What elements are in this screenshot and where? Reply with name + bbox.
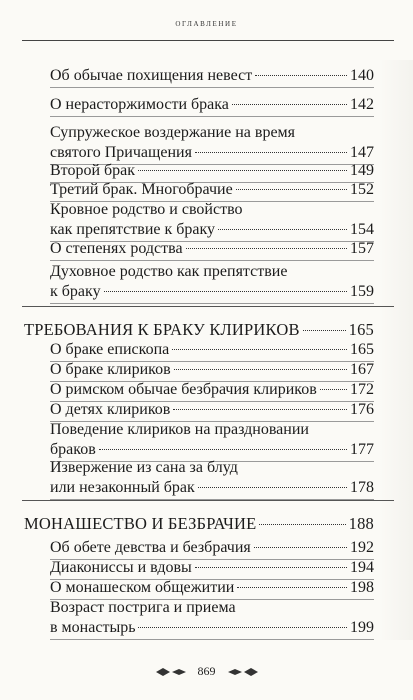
toc-entry-line — [50, 558, 374, 578]
page-number: 869 — [197, 664, 216, 678]
toc-entry — [50, 420, 374, 460]
toc-entry-line — [50, 380, 374, 400]
running-head: оглавление — [175, 18, 238, 29]
toc-entry-line — [24, 514, 374, 534]
dot-leader — [195, 152, 347, 153]
toc-entry-line — [50, 239, 374, 259]
toc-entry-line — [50, 180, 374, 200]
dot-leader — [104, 291, 347, 292]
dot-leader — [138, 627, 347, 628]
toc-entry-title: Третий брак. Многобрачие — [50, 181, 233, 198]
toc-entry — [50, 380, 374, 400]
toc-entry — [50, 340, 374, 360]
dot-leader — [186, 248, 347, 249]
toc-entry-title: браков — [50, 441, 96, 458]
toc-entry — [50, 95, 374, 115]
dot-leader — [259, 524, 345, 525]
toc-page-number: 154 — [350, 221, 374, 238]
entry-underline — [50, 303, 374, 304]
toc-entry-line — [50, 598, 374, 618]
dot-leader — [236, 189, 347, 190]
toc-page-number: 176 — [350, 401, 374, 418]
toc-page-number: 147 — [350, 144, 374, 161]
entry-underline — [50, 260, 374, 261]
toc-page-number: 149 — [350, 162, 374, 179]
toc-page-number: 165 — [348, 320, 374, 339]
toc-entry-title: О браке клириков — [50, 361, 171, 378]
toc-entry-title: в монастырь — [50, 619, 136, 636]
section-divider — [22, 500, 394, 501]
dot-leader — [172, 349, 347, 350]
toc-entry-line — [50, 95, 374, 115]
toc-entry-title: ТРЕБОВАНИЯ К БРАКУ КЛИРИКОВ — [24, 320, 300, 339]
toc-entry — [50, 161, 374, 181]
toc-entry-title: О браке епископа — [50, 341, 170, 358]
toc-entry-title: О детях клириков — [50, 401, 171, 418]
toc-entry-line — [50, 200, 374, 220]
toc-page-number: 177 — [350, 441, 374, 458]
page-footer — [0, 664, 413, 679]
toc-entry-title: Поведение клириков на праздновании — [50, 421, 309, 438]
toc-page-number: 157 — [350, 240, 374, 257]
toc-entry-title: МОНАШЕСТВО И БЕЗБРАЧИЕ — [24, 514, 257, 533]
dot-leader — [195, 567, 347, 568]
toc-entry-title: как препятствие к браку — [50, 221, 216, 238]
toc-entry — [50, 180, 374, 200]
toc-entry-title: Кровное родство и свойство — [50, 201, 243, 218]
toc-entry — [50, 239, 374, 259]
entry-underline — [50, 87, 374, 88]
toc-entry-line — [50, 420, 374, 440]
toc-entry-title: Об обычае похищения невест — [50, 67, 253, 84]
toc-entry-title: Супружеское воздержание на время — [50, 124, 296, 141]
toc-page-number: 142 — [350, 96, 374, 113]
toc-entry-line — [50, 360, 374, 380]
page-edge-shadow — [379, 60, 413, 640]
toc-section-heading — [24, 514, 374, 534]
toc-entry-line — [50, 161, 374, 181]
toc-page-number: 172 — [350, 381, 374, 398]
dot-leader — [173, 409, 347, 410]
dot-leader — [232, 104, 347, 105]
toc-page-number: 152 — [350, 181, 374, 198]
toc-page-number: 192 — [350, 539, 374, 556]
toc-entry-line — [50, 143, 374, 163]
toc-entry — [50, 578, 374, 598]
toc-entry-title: О нерасторжимости брака — [50, 96, 229, 113]
dot-leader — [255, 75, 347, 76]
toc-entry — [50, 262, 374, 302]
toc-entry-line — [50, 66, 374, 86]
toc-entry — [50, 360, 374, 380]
toc-entry — [50, 123, 374, 163]
dot-leader — [138, 170, 347, 171]
ornament-right-icon — [225, 667, 259, 677]
section-divider — [22, 306, 394, 307]
toc-entry-line — [50, 340, 374, 360]
toc-entry-line — [24, 320, 374, 340]
dot-leader — [320, 389, 347, 390]
toc-entry — [50, 458, 374, 498]
toc-entry-line — [50, 538, 374, 558]
toc-entry-title: или незаконный брак — [50, 479, 195, 496]
ornament-left-icon — [155, 667, 189, 677]
entry-underline — [50, 639, 374, 640]
toc-entry-title: Духовное родство как препятствие — [50, 263, 288, 280]
header-rule — [22, 40, 394, 41]
toc-page-number: 159 — [350, 283, 374, 300]
toc-entry — [50, 200, 374, 240]
toc-entry-title: О степенях родства — [50, 240, 183, 257]
dot-leader — [174, 369, 347, 370]
toc-page-number: 198 — [350, 579, 374, 596]
toc-page-number: 194 — [350, 559, 374, 576]
toc-entry-line — [50, 618, 374, 638]
toc-page-number: 188 — [348, 514, 374, 533]
toc-entry-title: Диакониссы и вдовы — [50, 559, 192, 576]
toc-entry-line — [50, 578, 374, 598]
toc-entry — [50, 400, 374, 420]
toc-entry-title: святого Причащения — [50, 144, 192, 161]
dot-leader — [237, 587, 347, 588]
dot-leader — [303, 330, 346, 331]
toc-page-number: 199 — [350, 619, 374, 636]
toc-entry — [50, 538, 374, 558]
toc-entry-title: О монашеском общежитии — [50, 579, 235, 596]
toc-entry-line — [50, 123, 374, 143]
dot-leader — [218, 229, 347, 230]
toc-entry-line — [50, 282, 374, 302]
toc-entry-title: к браку — [50, 283, 101, 300]
toc-entry-title: Об обете девства и безбрачия — [50, 539, 251, 556]
toc-page-number: 140 — [350, 67, 374, 84]
toc-page-number: 165 — [350, 341, 374, 358]
toc-entry-line — [50, 458, 374, 478]
toc-entry-title: Возраст пострига и приема — [50, 599, 236, 616]
toc-entry-line — [50, 478, 374, 498]
dot-leader — [254, 547, 347, 548]
toc-section-heading — [24, 320, 374, 340]
dot-leader — [198, 487, 347, 488]
toc-page-number: 178 — [350, 479, 374, 496]
toc-entry-title: Извержение из сана за блуд — [50, 459, 238, 476]
toc-entry-line — [50, 400, 374, 420]
dot-leader — [99, 449, 347, 450]
toc-entry-line — [50, 440, 374, 460]
toc-page-number: 167 — [350, 361, 374, 378]
toc-entry — [50, 558, 374, 578]
toc-entry-line — [50, 262, 374, 282]
toc-entry-line — [50, 220, 374, 240]
entry-underline — [50, 116, 374, 117]
toc-entry — [50, 598, 374, 638]
toc-entry-title: Второй брак — [50, 162, 136, 179]
toc-entry — [50, 66, 374, 86]
toc-entry-title: О римском обычае безбрачия клириков — [50, 381, 317, 398]
